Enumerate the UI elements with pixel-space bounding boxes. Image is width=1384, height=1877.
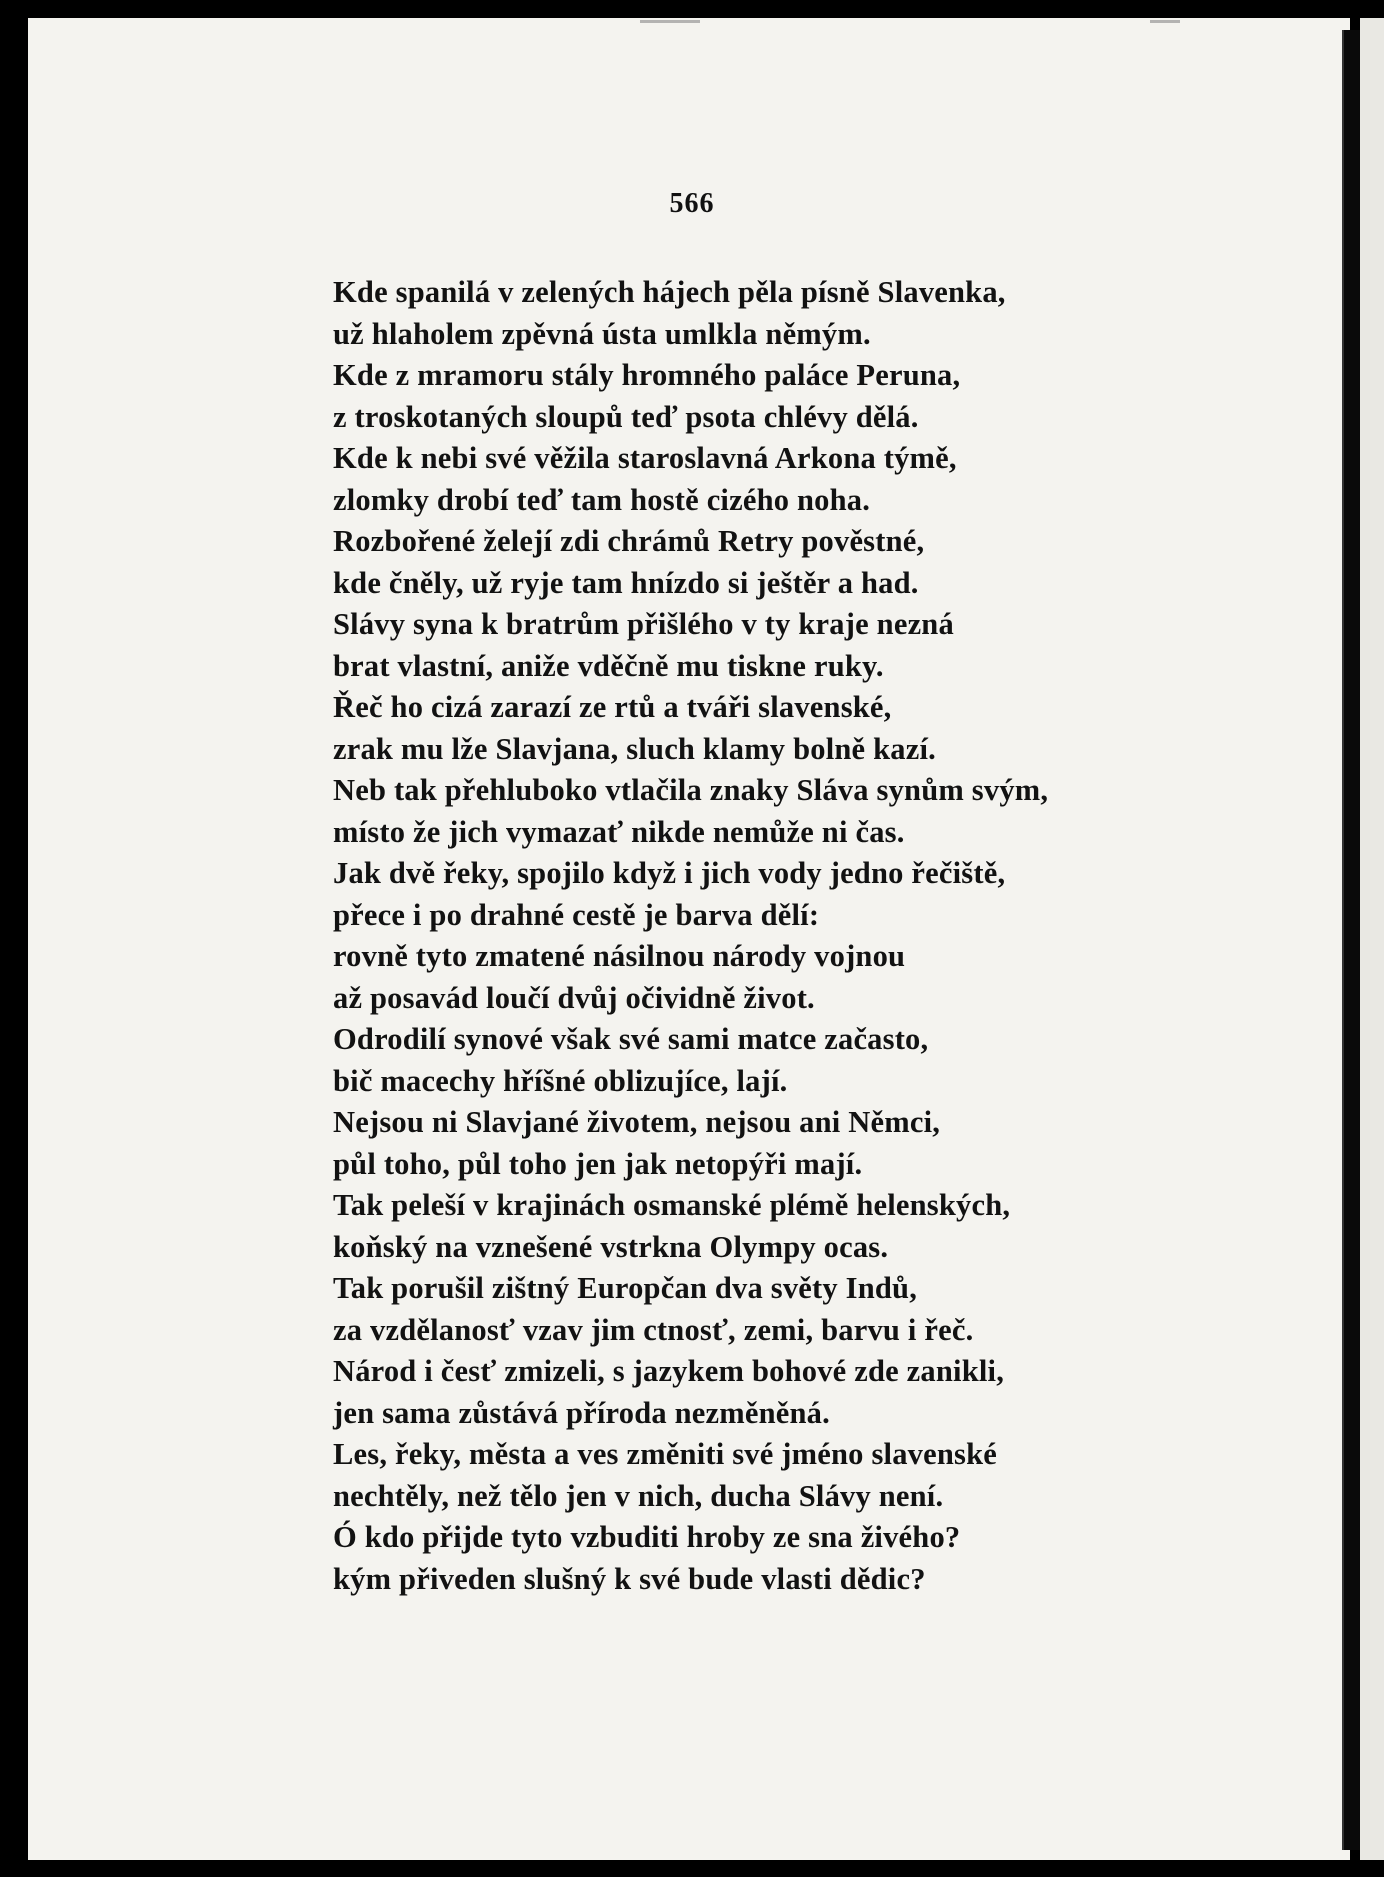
poem-line: Rozbořené želejí zdi chrámů Retry pověstné, [333, 524, 925, 558]
poem-line: kde čněly, už ryje tam hnízdo si ještěr a had. [333, 565, 919, 600]
page-gutter-shadow [1342, 30, 1362, 1850]
poem-line: Kde z mramoru stály hromného paláce Peruna, [333, 358, 961, 392]
poem-line: zlomky drobí teď tam hostě cizého noha. [333, 482, 871, 517]
poem-line: místo že jich vymazať nikde nemůže ni čas. [333, 814, 905, 849]
poem-line: koňský na vznešené vstrkna Olympy ocas. [333, 1229, 889, 1264]
page-number: 566 [669, 188, 715, 219]
poem-line: Neb tak přehluboko vtlačila znaky Sláva synům svým, [333, 773, 1049, 807]
poem-line: Tak peleší v krajinách osmanské plémě helenských, [333, 1188, 1011, 1222]
poem-line: Kde k nebi své věžila staroslavná Arkona týmě, [333, 441, 957, 475]
scan-speck [640, 20, 700, 23]
poem-line: za vzdělanosť vzav jim ctnosť, zemi, barvu i řeč. [333, 1312, 974, 1347]
poem-line: brat vlastní, aniže vděčně mu tiskne ruky. [333, 648, 884, 683]
poem-line: Les, řeky, města a ves změniti své jméno slavenské [333, 1437, 997, 1471]
poem-line: Národ i česť zmizeli, s jazykem bohové zde zanikli, [333, 1354, 1005, 1388]
poem-line: Ó kdo přijde tyto vzbuditi hroby ze sna živého? [333, 1520, 961, 1554]
poem-line: nechtěly, než tělo jen v nich, ducha Slávy není. [333, 1478, 944, 1513]
poem-line: Tak porušil zištný Europčan dva světy Indů, [333, 1271, 918, 1305]
poem-line: Slávy syna k bratrům přišlého v ty kraje nezná [333, 607, 954, 641]
poem-line: Kde spanilá v zelených hájech pěla písně Slavenka, [333, 275, 1006, 309]
poem-line: Jak dvě řeky, spojilo když i jich vody jedno řečiště, [333, 856, 1006, 890]
poem-line: přece i po drahné cestě je barva dělí: [333, 897, 820, 932]
poem-line: Nejsou ni Slavjané životem, nejsou ani Němci, [333, 1105, 941, 1139]
poem-line: zrak mu lže Slavjana, sluch klamy bolně kazí. [333, 731, 936, 766]
poem-line: půl toho, půl toho jen jak netopýři mají. [333, 1146, 863, 1181]
poem-line: bič macechy hříšné oblizujíce, lají. [333, 1063, 788, 1098]
poem-text [333, 272, 1193, 1600]
poem-line: už hlaholem zpěvná ústa umlkla němým. [333, 316, 871, 351]
poem-line: Odrodilí synové však své sami matce začasto, [333, 1022, 929, 1056]
poem-line: z troskotaných sloupů teď psota chlévy dělá. [333, 399, 919, 434]
poem-line: až posavád loučí dvůj očividně život. [333, 980, 815, 1015]
poem-line: kým přiveden slušný k své bude vlasti dědic? [333, 1561, 926, 1596]
scan-speck [1150, 20, 1180, 23]
poem-line: jen sama zůstává příroda nezměněná. [333, 1395, 830, 1430]
next-page-edge [1360, 18, 1384, 1860]
poem-line: rovně tyto zmatené násilnou národy vojnou [333, 939, 906, 973]
poem-line: Řeč ho cizá zarazí ze rtů a tváři slavenské, [333, 690, 892, 724]
